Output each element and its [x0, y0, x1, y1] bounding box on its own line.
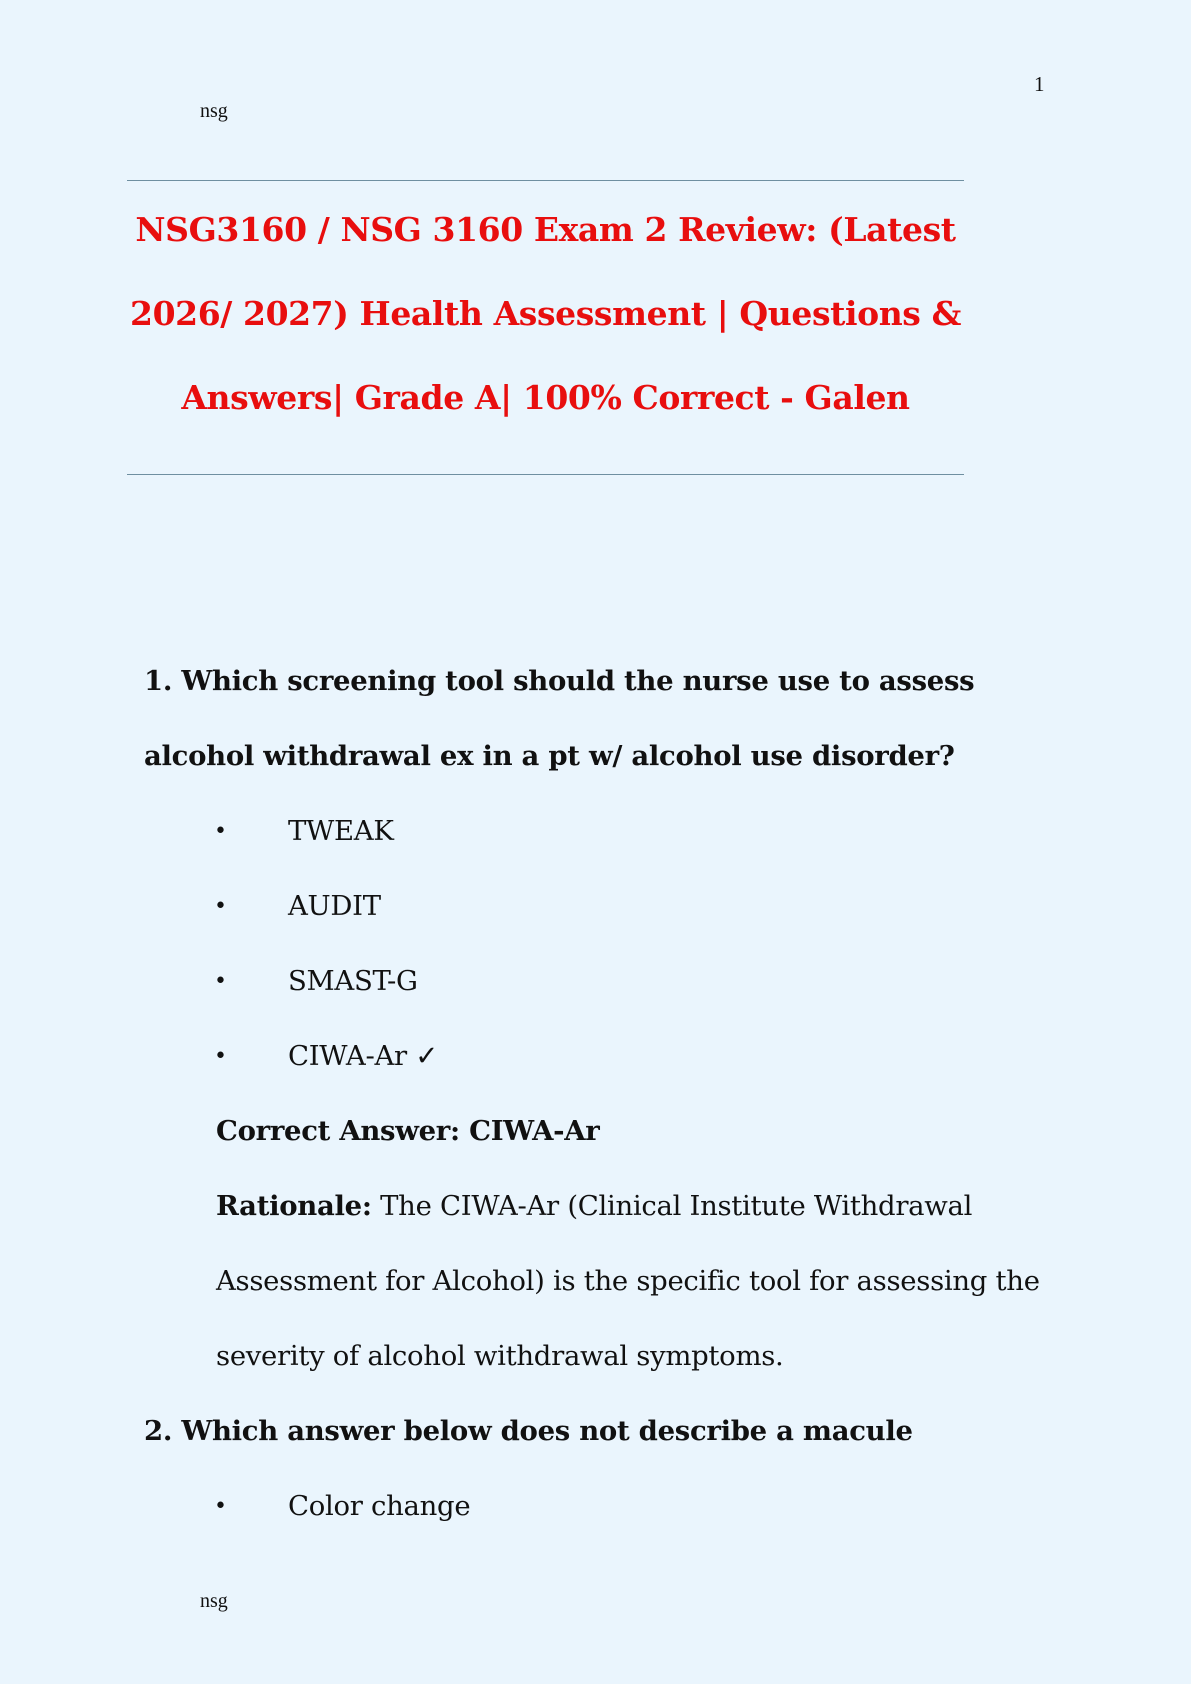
- rationale-label: Rationale:: [216, 1190, 372, 1222]
- option-label: SMAST-G: [288, 965, 418, 997]
- question-content: [144, 644, 1044, 1544]
- option-label: AUDIT: [288, 890, 381, 922]
- bullet-icon: •: [214, 894, 227, 919]
- rationale-text: The CIWA-Ar (Clinical Institute Withdrawal Assessment for Alcohol) is the specific tool for assessing the severity of alcohol withdrawal symptoms.: [216, 1190, 1040, 1372]
- question-1: [144, 644, 1044, 1394]
- bullet-icon: •: [214, 1494, 227, 1519]
- bullet-icon: •: [214, 1044, 227, 1069]
- question-2: [144, 1394, 1044, 1544]
- question-2-option-1: [144, 1469, 1044, 1544]
- option-label: Color change: [288, 1490, 471, 1522]
- running-header: nsg: [200, 100, 228, 122]
- title-rule-bottom: [127, 474, 964, 475]
- running-footer: nsg: [200, 1590, 228, 1612]
- question-1-option-2: [144, 869, 1044, 944]
- option-label: CIWA-Ar ✓: [288, 1040, 439, 1072]
- question-2-options: [144, 1469, 1044, 1544]
- question-1-option-4: [144, 1019, 1044, 1094]
- option-label: TWEAK: [288, 815, 394, 847]
- document-title: NSG3160 / NSG 3160 Exam 2 Review: (Latest 2026/ 2027) Health Assessment | Questions & Answers| Grade A| 100% Correct - Galen: [130, 210, 961, 417]
- question-2-text: 2. Which answer below does not describe a macule: [144, 1415, 913, 1447]
- page-number: 1: [1034, 72, 1045, 96]
- bullet-icon: •: [214, 969, 227, 994]
- question-1-option-1: [144, 794, 1044, 869]
- bullet-icon: •: [214, 819, 227, 844]
- question-1-option-3: [144, 944, 1044, 1019]
- question-1-answer: [216, 1094, 1044, 1394]
- question-1-text: 1. Which screening tool should the nurse use to assess alcohol withdrawal ex in a pt w/ alcohol use disorder?: [144, 665, 975, 772]
- question-1-options: [144, 794, 1044, 1094]
- title-rule-top: [127, 180, 964, 181]
- rationale: [216, 1169, 1044, 1394]
- correct-answer: Correct Answer: CIWA-Ar: [216, 1115, 600, 1147]
